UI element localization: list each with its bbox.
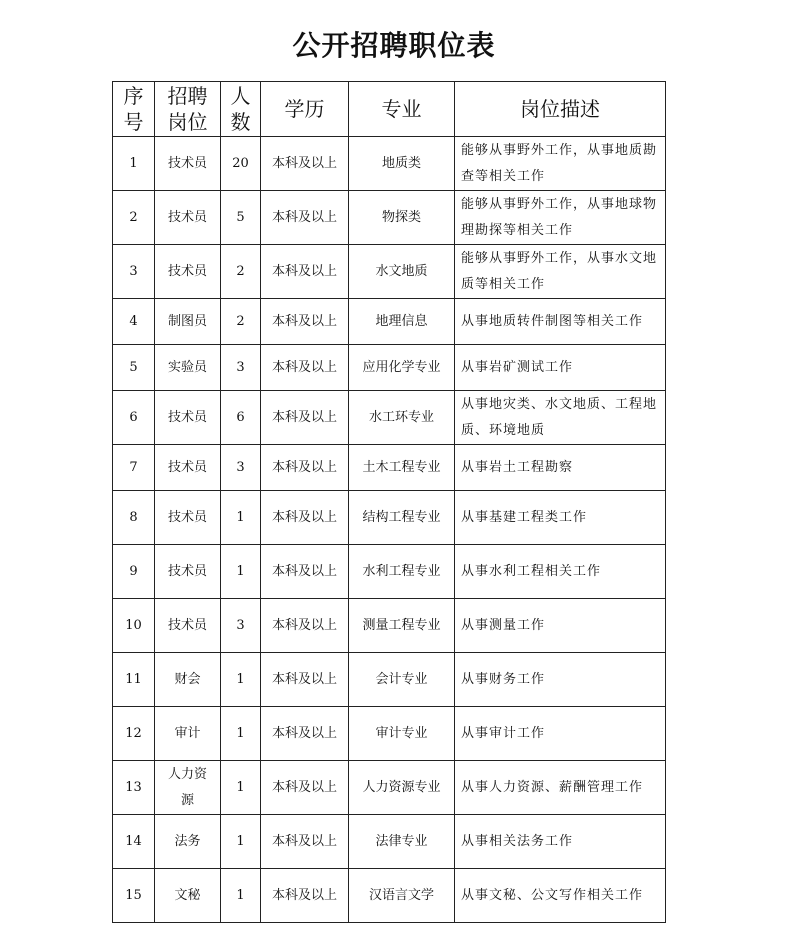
cell-count: 20 [221,137,261,191]
header-post: 招聘岗位 [155,82,221,137]
cell-seq: 2 [113,191,155,245]
cell-description: 从事地灾类、水文地质、工程地质、环境地质 [455,391,666,445]
cell-education: 本科及以上 [261,761,349,815]
cell-seq: 6 [113,391,155,445]
table-row [113,391,666,445]
cell-description: 从事地质转件制图等相关工作 [455,299,666,345]
cell-education: 本科及以上 [261,545,349,599]
cell-seq: 1 [113,137,155,191]
table-row [113,707,666,761]
cell-count: 3 [221,445,261,491]
table-row [113,191,666,245]
cell-post: 法务 [155,815,221,869]
table-body [113,137,666,923]
cell-count: 1 [221,545,261,599]
cell-description: 从事文秘、公文写作相关工作 [455,869,666,923]
cell-description: 能够从事野外工作，从事地球物理勘探等相关工作 [455,191,666,245]
cell-major: 地理信息 [349,299,455,345]
cell-post: 实验员 [155,345,221,391]
cell-description: 从事审计工作 [455,707,666,761]
page-title: 公开招聘职位表 [292,29,496,62]
cell-education: 本科及以上 [261,869,349,923]
cell-count: 5 [221,191,261,245]
header-description: 岗位描述 [455,82,666,137]
cell-description: 从事相关法务工作 [455,815,666,869]
cell-major: 法律专业 [349,815,455,869]
cell-education: 本科及以上 [261,491,349,545]
cell-major: 应用化学专业 [349,345,455,391]
cell-seq: 7 [113,445,155,491]
header-count: 人数 [221,82,261,137]
cell-seq: 9 [113,545,155,599]
cell-count: 3 [221,345,261,391]
cell-seq: 8 [113,491,155,545]
cell-post: 技术员 [155,391,221,445]
cell-education: 本科及以上 [261,653,349,707]
cell-post: 审计 [155,707,221,761]
table-row [113,815,666,869]
cell-count: 1 [221,815,261,869]
table-row [113,345,666,391]
cell-post: 技术员 [155,191,221,245]
cell-seq: 11 [113,653,155,707]
cell-education: 本科及以上 [261,815,349,869]
header-major: 专业 [349,82,455,137]
cell-major: 审计专业 [349,707,455,761]
cell-seq: 4 [113,299,155,345]
cell-post: 财会 [155,653,221,707]
cell-major: 物探类 [349,191,455,245]
table-row [113,761,666,815]
cell-description: 从事水利工程相关工作 [455,545,666,599]
header-education: 学历 [261,82,349,137]
cell-education: 本科及以上 [261,299,349,345]
table-row [113,491,666,545]
cell-post: 人力资源 [155,761,221,815]
cell-count: 6 [221,391,261,445]
table-row [113,869,666,923]
cell-count: 1 [221,491,261,545]
cell-seq: 15 [113,869,155,923]
cell-major: 水利工程专业 [349,545,455,599]
cell-count: 1 [221,653,261,707]
cell-post: 技术员 [155,545,221,599]
cell-count: 2 [221,299,261,345]
cell-education: 本科及以上 [261,345,349,391]
table-row [113,299,666,345]
cell-education: 本科及以上 [261,191,349,245]
table-header-row [113,82,666,137]
table-row [113,653,666,707]
cell-major: 地质类 [349,137,455,191]
cell-post: 技术员 [155,491,221,545]
cell-education: 本科及以上 [261,391,349,445]
cell-post: 文秘 [155,869,221,923]
cell-description: 从事岩土工程勘察 [455,445,666,491]
cell-seq: 12 [113,707,155,761]
cell-seq: 3 [113,245,155,299]
cell-description: 从事人力资源、薪酬管理工作 [455,761,666,815]
cell-post: 技术员 [155,599,221,653]
cell-major: 水文地质 [349,245,455,299]
table-row [113,245,666,299]
cell-description: 从事基建工程类工作 [455,491,666,545]
cell-count: 1 [221,761,261,815]
cell-education: 本科及以上 [261,137,349,191]
cell-description: 从事岩矿测试工作 [455,345,666,391]
cell-education: 本科及以上 [261,599,349,653]
cell-post: 技术员 [155,137,221,191]
header-seq: 序号 [113,82,155,137]
cell-count: 3 [221,599,261,653]
recruitment-table [112,81,666,923]
cell-major: 汉语言文学 [349,869,455,923]
cell-major: 结构工程专业 [349,491,455,545]
cell-education: 本科及以上 [261,245,349,299]
cell-education: 本科及以上 [261,445,349,491]
cell-seq: 14 [113,815,155,869]
cell-education: 本科及以上 [261,707,349,761]
table-row [113,599,666,653]
cell-count: 1 [221,869,261,923]
cell-major: 土木工程专业 [349,445,455,491]
cell-post: 技术员 [155,245,221,299]
table-row [113,545,666,599]
cell-major: 测量工程专业 [349,599,455,653]
cell-seq: 5 [113,345,155,391]
cell-major: 会计专业 [349,653,455,707]
cell-description: 能够从事野外工作，从事地质勘查等相关工作 [455,137,666,191]
cell-count: 2 [221,245,261,299]
table-row [113,137,666,191]
cell-description: 从事测量工作 [455,599,666,653]
cell-count: 1 [221,707,261,761]
cell-description: 从事财务工作 [455,653,666,707]
cell-major: 人力资源专业 [349,761,455,815]
cell-description: 能够从事野外工作，从事水文地质等相关工作 [455,245,666,299]
cell-post: 制图员 [155,299,221,345]
cell-seq: 10 [113,599,155,653]
cell-post: 技术员 [155,445,221,491]
table-row [113,445,666,491]
cell-major: 水工环专业 [349,391,455,445]
cell-seq: 13 [113,761,155,815]
